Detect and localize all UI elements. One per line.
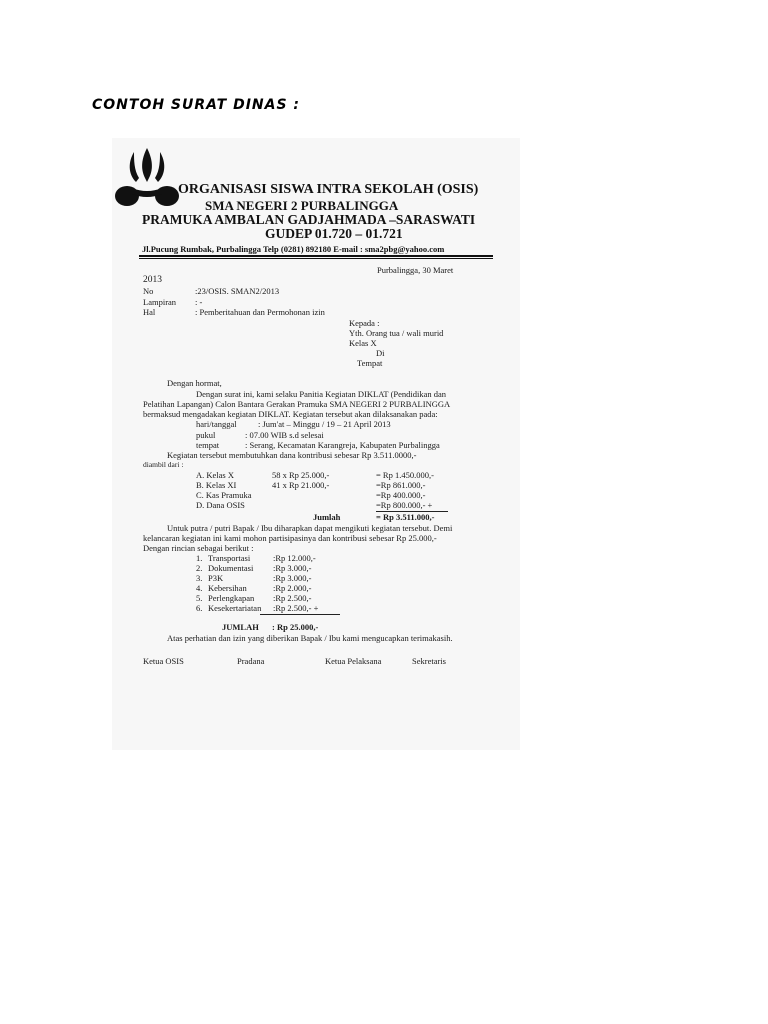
letterhead-address: Jl.Pucung Rumbak, Purbalingga Telp (0281) 892180 E-mail : sma2pbg@yahoo.com [142, 244, 445, 254]
breakdown-amount: :Rp 12.000,- [273, 553, 316, 563]
letterhead-pramuka: PRAMUKA AMBALAN GADJAHMADA –SARASWATI [142, 212, 476, 227]
signature-pradana: Pradana [237, 656, 265, 666]
letterhead-school: SMA NEGERI 2 PURBALINGGA [205, 198, 399, 213]
breakdown-no: 3. [196, 573, 203, 583]
date-line: Purbalingga, 30 Maret [377, 265, 454, 275]
meta-label-no: No [143, 286, 154, 296]
funding-item: A. Kelas X [196, 470, 235, 480]
body-line: Untuk putra / putri Bapak / Ibu diharapkan dapat mengikuti kegiatan tersebut. Demi [167, 523, 453, 533]
date-year: 2013 [143, 275, 162, 285]
body-line: kelancaran kegiatan ini kami mohon partisipasinya dan kontribusi sebesar Rp 25.000,- [143, 533, 437, 543]
body-line: bermaksud mengadakan kegiatan DIKLAT. Kegiatan tersebut akan dilaksanakan pada: [143, 409, 438, 419]
breakdown-amount: :Rp 3.000,- [273, 573, 312, 583]
breakdown-total-amount: : Rp 25.000,- [272, 622, 319, 632]
schedule-label: pukul [196, 430, 216, 440]
signature-sekretaris: Sekretaris [412, 656, 446, 666]
schedule-value: : 07.00 WIB s.d selesai [245, 430, 324, 440]
funding-item: D. Dana OSIS [196, 500, 245, 510]
breakdown-amount: :Rp 2.500,- [273, 593, 312, 603]
schedule-value: : Serang, Kecamatan Karangreja, Kabupaten Purbalingga [245, 440, 440, 450]
breakdown-amount: :Rp 2.500,- + [273, 603, 319, 613]
closing-line: Atas perhatian dan izin yang diberikan Bapak / Ibu kami mengucapkan terimakasih. [167, 633, 453, 643]
letterhead-rule-thin [139, 258, 493, 259]
meta-value-no: :23/OSIS. SMAN2/2013 [195, 286, 280, 296]
schedule-label: tempat [196, 440, 220, 450]
salutation: Dengan hormat, [167, 378, 222, 388]
funding-amount: = Rp 1.450.000,- [376, 470, 434, 480]
letterhead-gudep: GUDEP 01.720 – 01.721 [265, 226, 403, 241]
breakdown-item: Kebersihan [208, 583, 247, 593]
signature-ketua-pelaksana: Ketua Pelaksana [325, 656, 382, 666]
schedule-label: hari/tanggal [196, 419, 237, 429]
recipient-yth: Yth. Orang tua / wali murid [349, 328, 444, 338]
funding-calc: 58 x Rp 25.000,- [272, 470, 330, 480]
recipient-tempat: Tempat [357, 358, 383, 368]
meta-value-lampiran: : - [195, 297, 203, 307]
recipient-kelas: Kelas X [349, 338, 377, 348]
page-heading: CONTOH SURAT DINAS : [92, 97, 301, 113]
recipient-di: Di [376, 348, 385, 358]
breakdown-amount: :Rp 2.000,- [273, 583, 312, 593]
funding-amount: =Rp 861.000,- [376, 480, 426, 490]
signature-ketua-osis: Ketua OSIS [143, 656, 184, 666]
scout-logo-icon [112, 144, 182, 214]
breakdown-amount: :Rp 3.000,- [273, 563, 312, 573]
breakdown-sum-line [260, 614, 340, 615]
body-line: Dengan rincian sebagai berikut : [143, 543, 254, 553]
body-line: Dengan surat ini, kami selaku Panitia Kegiatan DIKLAT (Pendidikan dan [196, 389, 447, 399]
funding-total-amount: = Rp 3.511.000,- [376, 512, 435, 522]
funding-total-label: Jumlah [313, 512, 341, 522]
breakdown-no: 2. [196, 563, 203, 573]
breakdown-item: Transportasi [208, 553, 251, 563]
diambil-dari: diambil dari : [143, 460, 184, 469]
meta-label-hal: Hal [143, 307, 156, 317]
contribution-intro: Kegiatan tersebut membutuhkan dana kontribusi sebesar Rp 3.511.0000,- [167, 450, 417, 460]
breakdown-no: 1. [196, 553, 203, 563]
funding-amount: =Rp 400.000,- [376, 490, 426, 500]
breakdown-no: 5. [196, 593, 203, 603]
breakdown-item: Perlengkapan [208, 593, 255, 603]
meta-value-hal: : Pemberitahuan dan Permohonan izin [195, 307, 325, 317]
schedule-value: : Jum'at – Minggu / 19 – 21 April 2013 [258, 419, 391, 429]
breakdown-item: P3K [208, 573, 224, 583]
letterhead-org: ORGANISASI SISWA INTRA SEKOLAH (OSIS) [178, 182, 479, 197]
breakdown-no: 4. [196, 583, 203, 593]
breakdown-item: Dokumentasi [208, 563, 254, 573]
breakdown-item: Kesekertariatan [208, 603, 262, 613]
meta-label-lampiran: Lampiran [143, 297, 177, 307]
body-line: Pelatihan Lapangan) Calon Bantara Gerakan Pramuka SMA NEGERI 2 PURBALINGGA [143, 399, 451, 409]
funding-amount: =Rp 800.000,- + [376, 500, 433, 510]
recipient-kepada: Kepada : [349, 318, 380, 328]
breakdown-total-label: JUMLAH [222, 622, 259, 632]
funding-calc: 41 x Rp 21.000,- [272, 480, 330, 490]
funding-item: C. Kas Pramuka [196, 490, 252, 500]
letterhead-rule [139, 255, 493, 257]
breakdown-no: 6. [196, 603, 203, 613]
funding-item: B. Kelas XI [196, 480, 237, 490]
